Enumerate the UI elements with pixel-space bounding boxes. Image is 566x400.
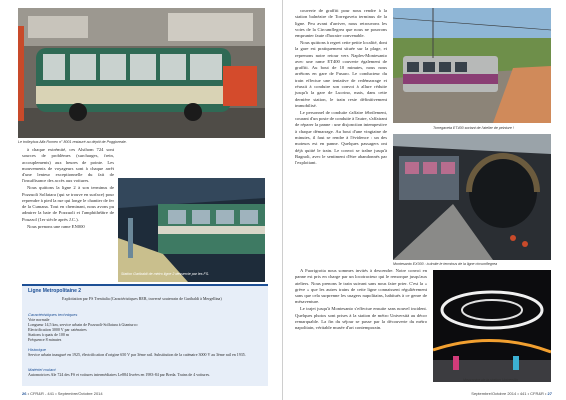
montesanto-photo bbox=[393, 134, 551, 260]
right-footer bbox=[471, 391, 552, 396]
info-box-line-1: Voie normale bbox=[28, 317, 50, 322]
info-box-intro: Exploitation par FS Trenitalia (Caractéristiques RER, traversé souterrain de Garibaldi à Mergellina) bbox=[62, 296, 222, 301]
info-box-heading-rolling-stock: Matériel roulant bbox=[28, 367, 56, 372]
universita-caption: Mezzanine de la station Università bbox=[463, 378, 518, 382]
station-caption: Station Garibaldi de métro ligne 2 desservie par les FS. bbox=[121, 272, 210, 276]
right-page-number: 27 bbox=[547, 391, 552, 396]
info-box-line-3: Electrification 3000 V par caténaires bbox=[28, 327, 87, 332]
info-box-title: Ligne Metropolitaine 2 bbox=[28, 288, 82, 294]
info-box-heading-history: Historique bbox=[28, 347, 47, 352]
trolleybus-photo bbox=[18, 8, 265, 138]
right-paragraph-5: Le trajet jusqu'à Montesanto s'effectue ensuite sans nouvel incident. Quelques photos sont prises à la station de métro Università au décor remarquable. La fin du séjour se passe par la découverte du métro napolitain, véritable musée d'art contemporain. bbox=[295, 306, 427, 331]
right-text-column-2 bbox=[295, 268, 427, 332]
station-photo bbox=[118, 178, 265, 282]
left-paragraph-3: Nous prenons une rame EN000 bbox=[27, 223, 85, 229]
info-box-line-6: Service urbain inauguré en 1925, électrification d'origine 650 V par 3ème rail. Substitution de la caténaire 3000 V au 3ème rail en 1935. bbox=[28, 352, 246, 357]
left-paragraph-1: à chaque extrémité, ces Alsthom 724 sont sources de problèmes (surcharges, frein, accouplements) aux heures de pointe. Les mouvements de voyageurs sont à chaque arrêt d'une lenteur exceptionnelle du fait de l'insuffisance des accès aux voitures. bbox=[22, 147, 114, 184]
left-text-column bbox=[22, 147, 114, 230]
info-box bbox=[22, 284, 268, 386]
torregaveta-photo bbox=[393, 8, 551, 123]
universita-illustration bbox=[433, 270, 551, 382]
info-box-line-4: Stations à quais de 100 m bbox=[28, 332, 69, 337]
left-paragraph-2: Nous quittons la ligne 2 à son terminus de Pozzuoli Solfatara (qui se trouve en surface) pour reprendre à pied la rue qui longe le chantier de fer de la Cumana. Tout en cheminant, nous avons pu admirer la baie de Pozzuoli et l'amphithéâtre de Pouzzol (1er siècle après J.C.). bbox=[22, 185, 114, 222]
left-page-number: 26 bbox=[22, 391, 27, 396]
info-box-line-5: Fréquence 8 minutes bbox=[28, 337, 62, 342]
info-box-line-7: Automotrices Ale 724 des FS et voitures intermédiaires Le884 livrées en 1983-84 par Breda. Trains de 4 voitures. bbox=[28, 372, 211, 377]
right-footer-text: Septembre/Octobre 2014 • 441 • CFR&R • bbox=[471, 391, 547, 396]
right-text-column-1 bbox=[295, 8, 387, 167]
info-box-line-2: Longueur 14,5 km, service urbain de Pozzuoli-Solfatara à Gianturco bbox=[28, 322, 138, 327]
info-box-heading-technical: Caractéristiques techniques bbox=[28, 312, 78, 317]
torregaveta-caption: Torregaveta ET400 sortant de l'atelier de peinture ! bbox=[433, 126, 514, 130]
montesanto-caption: Montesanto EX000 : à droite le terminus de la ligne circumflegrea bbox=[393, 262, 498, 266]
torregaveta-illustration bbox=[393, 8, 551, 123]
right-paragraph-1: couverte de graffiti pour nous rendre à la station balnéaire de Torregaveta terminus de la ligne. Peu avant d'arriver, nous retrouvons les voies de la Circumflegrea que nous ne pourrons emprunter faute d'horaire convenable. bbox=[295, 8, 387, 39]
trolleybus-caption: Le trolleybus Alfa Romeo n° 8001 restauré au dépôt de Poggioreale. bbox=[18, 140, 127, 144]
universita-photo bbox=[433, 270, 551, 382]
right-paragraph-4: A Fuorigrotta nous sommes invités à descendre. Notre convoi en panne est pris en charge par un locotracteur qui le remorque jusqu'aux ateliers. Nous prenons le train suivant sans nous faire prier. C'est la « grève » que les autres trains de cette ligne connaissent régulièrement sans que cela surprenne les usagers napolitains, habitués à ce genre de mésaventure. bbox=[295, 268, 427, 305]
right-paragraph-3: Le personnel de conduite s'affaire fébrilement, courant d'un poste de conduite à l'autre, s'affairant de réparer la panne : une disjonction intempestive à chaque démarrage. Au bout d'une vingtaine de minutes, il faut se rendre à l'évidence : un des moteurs est en panne. Quelques passagers ont déjà quitté le train. Le convoi se traîne jusqu'à Bagnoli, avec le sentiment d'être abandonnés par l'exploitant. bbox=[295, 109, 387, 166]
right-page bbox=[283, 0, 566, 400]
station-illustration bbox=[118, 178, 265, 282]
left-footer bbox=[22, 391, 103, 396]
trolleybus-illustration bbox=[18, 8, 265, 138]
montesanto-illustration bbox=[393, 134, 551, 260]
left-footer-text: • CFR&R - 441 • Septembre/Octobre 2014 bbox=[27, 391, 103, 396]
right-paragraph-2: Nous quittons à regret cette petite localité, dont la gare est pratiquement située sur la plage, et reprenons notre retour vers Naples-Montesanto avec une rame ET400 couverte également de graffiti. Au bout de 10 minutes, nous nous arrêtons en gare de Fusaro. Le conducteur du train effectue une tentative de redémarrage et réussit à conduire son convoi à allure réduite jusqu'à la gare de Lucrino, mais, dans cette dernière station, le train reste définitivement immobilisé. bbox=[295, 39, 387, 108]
